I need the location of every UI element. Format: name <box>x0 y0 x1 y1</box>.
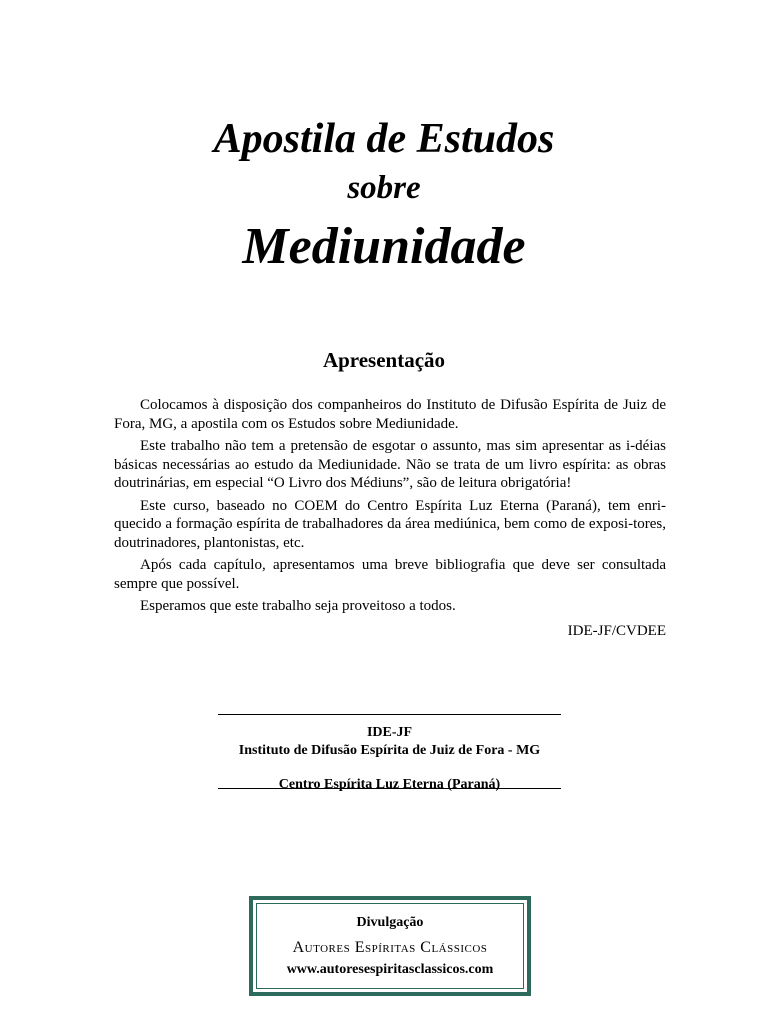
document-title-connector: sobre <box>347 170 421 206</box>
promo-name: Autores Espíritas Clássicos <box>292 939 488 956</box>
section-heading: Apresentação <box>322 348 446 372</box>
promo-label: Divulgação <box>356 915 424 930</box>
document-title: Apostila de Estudos <box>213 116 555 162</box>
paragraph: Colocamos à disposição dos companheiros do Instituto de Difusão Espírita de Juiz de Fora, MG, a apostila com os Estudos sobre Mediunidade. <box>114 397 666 432</box>
document-title-subject: Mediunidade <box>242 218 526 275</box>
paragraph: Este curso, baseado no COEM do Centro Espírita Luz Eterna (Paraná), tem enri-quecido a formação espírita de trabalhadores da área mediúnica, bem como de exposi-tores, doutrinadores, plantonistas, etc. <box>114 497 666 551</box>
institution-center: Centro Espírita Luz Eterna (Paraná) <box>278 777 501 792</box>
signature: IDE-JF/CVDEE <box>567 622 666 639</box>
presentation-body <box>114 396 666 644</box>
paragraph: Após cada capítulo, apresentamos uma breve bibliografia que deve ser consultada sempre que possível. <box>114 557 666 592</box>
paragraph: Este trabalho não tem a pretensão de esgotar o assunto, mas sim apresentar as i-déias básicas necessárias ao estudo da Mediunidade. Não se trata de um livro espírita: as obras doutrinárias, em especial “O Livro dos Médiuns”, são de leitura obrigatória! <box>114 438 666 491</box>
paragraph: Esperamos que este trabalho seja proveitoso a todos. <box>140 598 456 614</box>
promo-url-link[interactable]: www.autoresespiritasclassicos.com <box>286 962 494 977</box>
promo-box <box>249 896 531 996</box>
institution-name: Instituto de Difusão Espírita de Juiz de Fora - MG <box>238 743 541 758</box>
institution-abbrev: IDE-JF <box>366 725 413 740</box>
